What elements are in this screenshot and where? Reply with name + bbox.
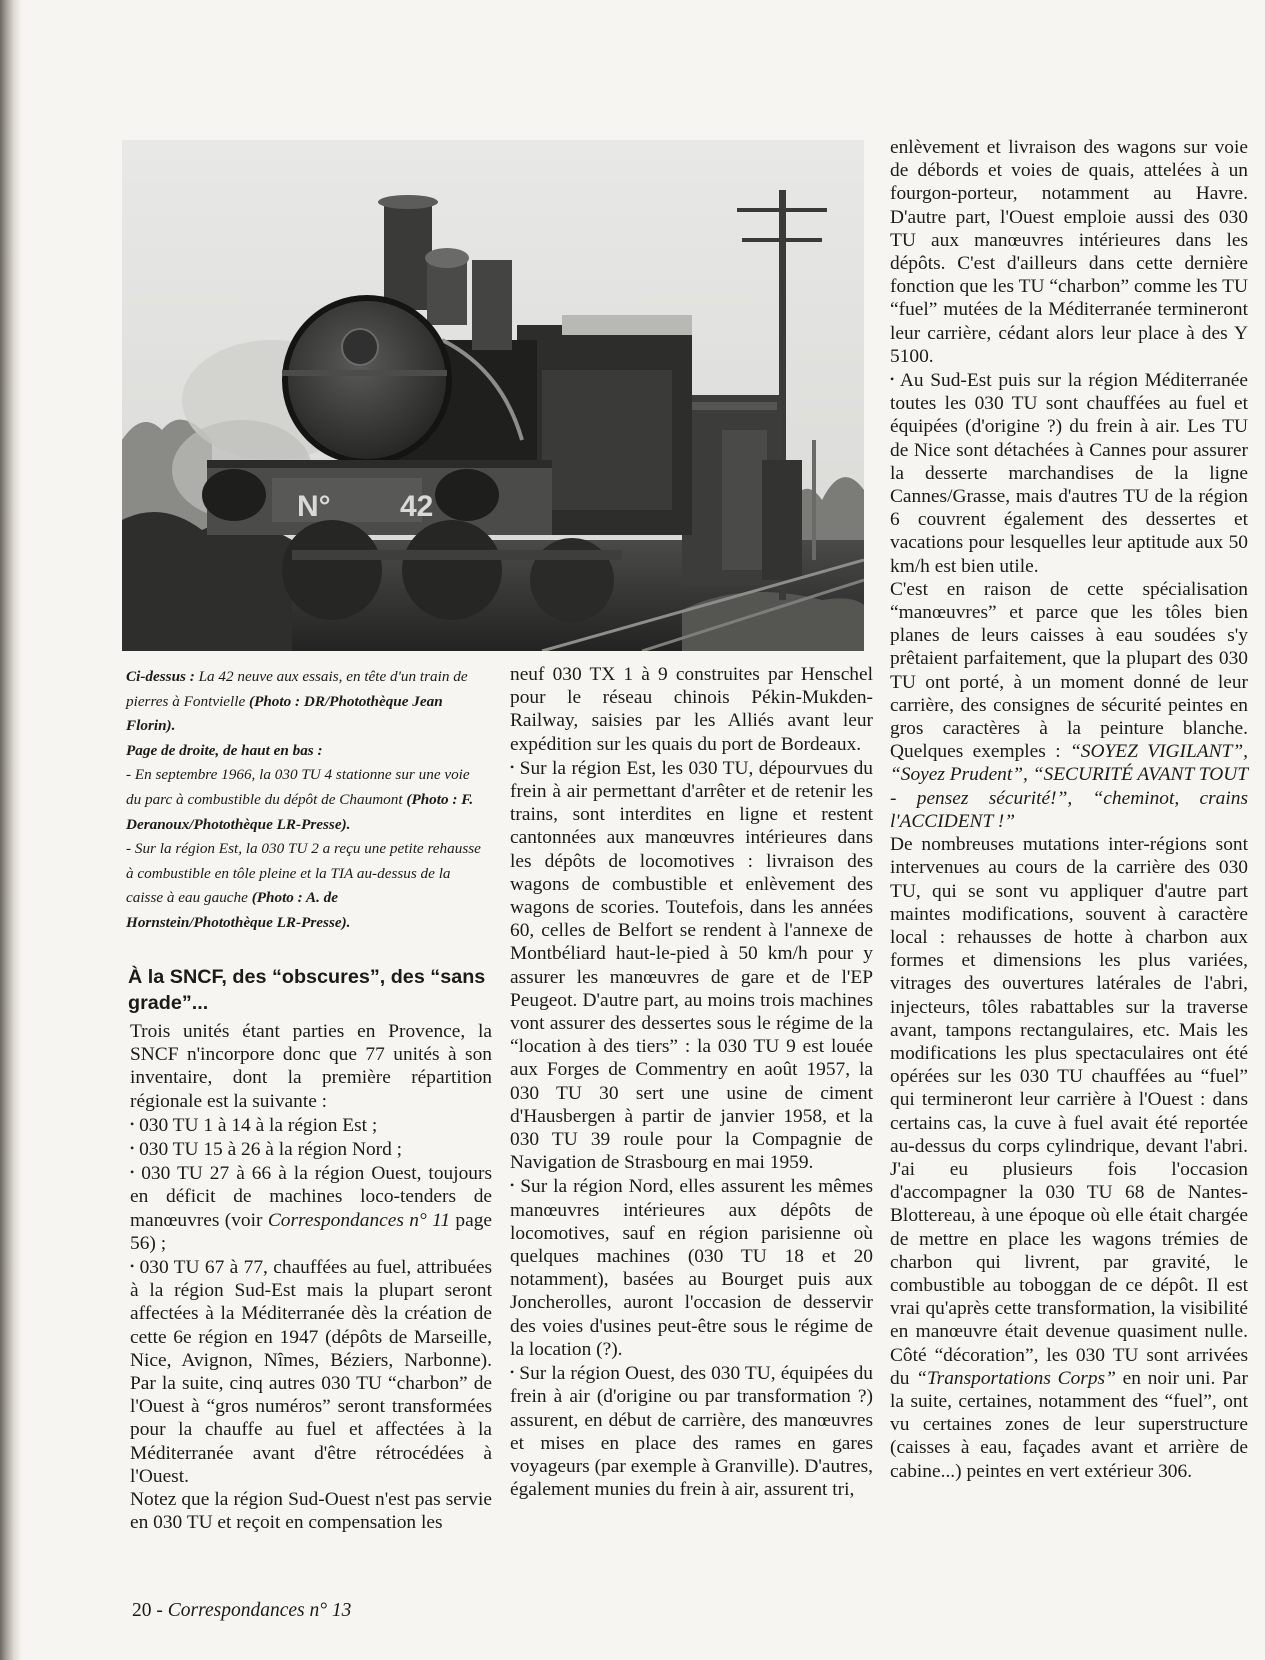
magazine-issue: Correspondances n° 13 [167, 1600, 352, 1621]
bullet-icon: • [130, 1165, 135, 1180]
bullet-icon: • [130, 1259, 135, 1274]
bullet-icon: • [510, 1178, 515, 1193]
caption-text: La 42 neuve aux essais, en tête d'un train de pierres à Fontvielle [126, 668, 468, 710]
bullet-text: 030 TU 27 à 66 à la région Ouest, toujours en déficit de machines loco-tenders de manœuvres (voir [130, 1163, 492, 1231]
body-paragraph [890, 833, 1248, 1483]
plate-number-value: 42 [400, 490, 434, 523]
body-text: De nombreuses mutations inter-régions sont intervenues au cours de la carrière des 030 TU, qui se sont vu appliquer d'autre part maintes modifications, souvent à caractère local : rehausses de hotte à charbon aux formes et dimensions les plus variées, vitrages des ouvertures latérales de l'abri, injecteurs, tôles rabattables sur la traverse avant, tampons rectangulaires, etc. Mais les modifications les plus spectaculaires ont été opérées sur les 030 TU chauffées au “fuel” qui termineront leur carrière à l'Ouest : dans certains cas, la cuve à fuel avait été reportée au-dessus du corps cylindrique, devant l'abri. J'ai eu plusieurs fois l'occasion d'accompagner la 030 TU 68 de Nantes-Blottereau, à une époque où elle était chargée de mettre en place les wagons trémies de charbon qui livrent, par gravité, le combustible au toboggan de ce dépôt. Il est vrai qu'après cette transformation, la visibilité en manœuvre était devenue quasiment nulle. Côté “décoration”, les 030 TU sont arrivées du [890, 834, 1248, 1389]
locomotive-photo-drawing [122, 140, 864, 651]
caption-paragraph [126, 837, 488, 935]
bullet-icon: • [510, 1365, 515, 1380]
bullet-paragraph [130, 1161, 492, 1255]
caption-text: - En septembre 1966, la 030 TU 4 stationne sur une voie du parc à combustible du dépôt de Chaumont [126, 766, 470, 808]
text-column-2 [510, 663, 873, 1501]
bullet-icon: • [890, 372, 895, 387]
plate-number-label: N° [297, 490, 331, 523]
bullet-paragraph [510, 756, 873, 1175]
body-text: C'est en raison de cette spécialisation “manœuvres” et parce que les tôles bien planes de leurs caisses à eau soudées s'y prêtaient parfaitement, que la plupart des 030 TU ont porté, à un moment donné de leur carrière, des consignes de sécurité peintes en gros caractères à la peinture blanche. Quelques exemples : [890, 578, 1248, 763]
magazine-reference: Correspondances n° 11 [267, 1209, 451, 1231]
page-number: 20 - [132, 1600, 168, 1621]
caption-credit: (Photo : DR/Photothèque Jean Florin). [126, 692, 443, 735]
caption-paragraph [126, 665, 488, 739]
caption-label: Ci-dessus : [126, 668, 195, 685]
body-paragraph: Notez que la région Sud-Ouest n'est pas servie en 030 TU et reçoit en compensation les [130, 1489, 492, 1534]
bullet-text: 030 TU 15 à 26 à la région Nord ; [139, 1139, 403, 1161]
bullet-icon: • [130, 1116, 135, 1131]
page-footer [132, 1600, 351, 1622]
bullet-icon: • [130, 1141, 135, 1156]
body-text: en noir uni. Par la suite, certaines, notamment des “fuel”, ont vu certaines zones de leur superstructure (caisses à eau, façades avant et arrière de cabine...) peintes en vert extérieur 306. [890, 1367, 1248, 1482]
body-paragraph: neuf 030 TX 1 à 9 construites par Henschel pour le réseau chinois Pékin-Mukden-Railway, saisies par les Alliés avant leur expédition sur les quais du port de Bordeaux. [510, 664, 873, 755]
bullet-text: Au Sud-Est puis sur la région Méditerranée toutes les 030 TU sont chauffées au fuel et équipées (d'origine ?) du frein à air. Les TU de Nice sont détachées à Cannes pour assurer la desserte marchandises de la ligne Cannes/Grasse, mais d'autres TU de la région 6 couvrent également des dessertes et vacations pour lesquelles leur aptitude aux 50 km/h est bien utile. [890, 370, 1248, 577]
bullet-paragraph [890, 368, 1248, 578]
body-paragraph: enlèvement et livraison des wagons sur voie de débords et voies de quais, attelées à un fourgon-porteur, notamment au Havre. D'autre part, l'Ouest emploie aussi des 030 TU aux manœuvres intérieures dans les dépôts. C'est d'ailleurs dans cette dernière fonction que les TU “charbon” comme les TU “fuel” mutées de la Méditerranée termineront leur carrière, cédant alors leur place à des Y 5100. [890, 137, 1248, 367]
page-gutter [0, 0, 22, 1660]
caption-label: Page de droite, de haut en bas : [126, 741, 323, 759]
caption-paragraph [126, 763, 488, 837]
bullet-text: Sur la région Nord, elles assurent les mêmes manœuvres intérieures aux dépôts de locomotives, sauf en région parisienne où quelques machines (030 TU 18 et 20 notamment), basées au Bourget puis aux Joncherolles, auront l'occasion de desservir des voies d'usines peut-être sous le régime de la location (?). [510, 1176, 873, 1360]
bullet-text: page 56) ; [130, 1209, 492, 1254]
body-paragraph [890, 578, 1248, 833]
safety-slogans: “SOYEZ VIGILANT”, “Soyez Prudent”, “SECURITÉ AVANT TOUT - pensez sécurité!”, “cheminot, crains l'ACCIDENT !” [890, 741, 1248, 832]
bullet-text: Sur la région Ouest, des 030 TU, équipées du frein à air (d'origine ou par transformation ?) assurent, en début de carrière, des manœuvres et mises en place des rames en gares voyageurs (par exemple à Granville). D'autres, également munies du frein à air, assurent tri, [510, 1363, 874, 1501]
bullet-text: 030 TU 1 à 14 à la région Est ; [139, 1114, 378, 1136]
bullet-text: Sur la région Est, les 030 TU, dépourvues du frein à air permettant d'arrêter et de retenir les trains, sont interdites en ligne et restent cantonnées aux manœuvres intérieures dans les dépôts de locomotives : livraison des wagons de combustible et enlèvement des wagons de scories. Toutefois, dans les années 60, celles de Belfort se rendent à l'annexe de Montbéliard haut-le-pied à 50 km/h pour y assurer les manœuvres de gare et de l'EP Peugeot. D'autre part, au moins trois machines vont assurer des dessertes sous le régime de la “location à des tiers” : la 030 TU 9 est louée aux Forges de Commentry en août 1957, la 030 TU 30 sert une usine de ciment d'Hausbergen à partir de janvier 1958, et la 030 TU 39 roule pour la Compagnie de Navigation de Strasbourg en mai 1959. [510, 757, 874, 1174]
locomotive-photo [122, 140, 864, 651]
text-column-3 [890, 136, 1248, 1483]
photo-caption [126, 665, 488, 936]
caption-paragraph [126, 739, 488, 764]
bullet-paragraph [130, 1255, 492, 1488]
text-column-1 [130, 1020, 492, 1534]
caption-text: - Sur la région Est, la 030 TU 2 a reçu une petite rehausse à combustible en tôle pleine et la TIA au-dessus de la caisse à eau gauche [126, 840, 481, 907]
bullet-icon: • [510, 759, 515, 774]
bullet-paragraph [130, 1113, 492, 1137]
bullet-paragraph [510, 1361, 873, 1501]
caption-credit: (Photo : F. Deranoux/Photothèque LR-Presse). [126, 790, 474, 833]
section-heading: À la SNCF, des “obscures”, des “sans grade”... [128, 966, 486, 1014]
transportation-corps-reference: “Transportations Corps” [916, 1367, 1116, 1389]
caption-credit: (Photo : A. de Hornstein/Photothèque LR-Presse). [126, 889, 351, 931]
bullet-paragraph [510, 1174, 873, 1361]
body-paragraph: Trois unités étant parties en Provence, la SNCF n'incorpore donc que 77 unités à son inventaire, dont la première répartition régionale est la suivante : [130, 1021, 492, 1112]
bullet-text: 030 TU 67 à 77, chauffées au fuel, attribuées à la région Sud-Est mais la plupart seront affectées à la Méditerranée dès la création de cette 6e région en 1947 (dépôts de Marseille, Nice, Avignon, Nîmes, Béziers, Narbonne). Par la suite, cinq autres 030 TU “charbon” de l'Ouest à “gros numéros” seront transformées pour la chauffe au fuel et affectées à la Méditerranée avant d'être rétrocédées à l'Ouest. [130, 1257, 492, 1487]
bullet-paragraph [130, 1137, 492, 1161]
